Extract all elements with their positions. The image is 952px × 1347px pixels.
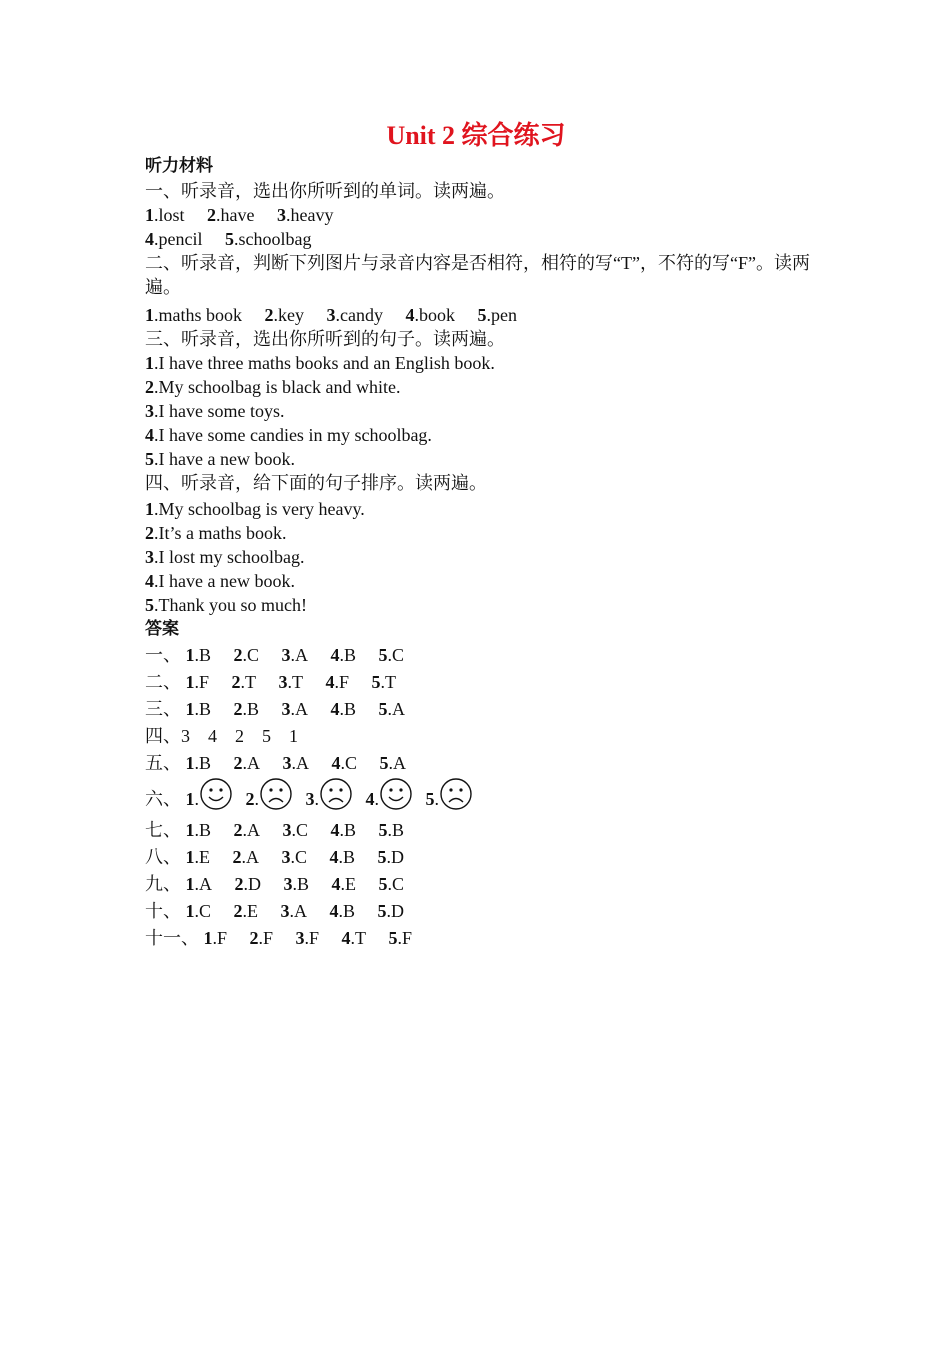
answer-row: 十、 1.C 2.E 3.A 4.B 5.D [145, 901, 405, 921]
frown-icon [439, 777, 473, 819]
section-3-item: 5.I have a new book. [145, 449, 295, 469]
document-page [145, 118, 825, 952]
section-2-instruction: 二、听录音，判断下列图片与录音内容是否相符，相符的写“T”，不符的写“F”。读两遍。 [145, 253, 810, 297]
section-4-item: 1.My schoolbag is very heavy. [145, 499, 365, 519]
answer-row-faces: 六、 1. 2. 3. 4. 5. [145, 777, 825, 817]
answers-list [145, 642, 825, 952]
page-title: Unit 2 综合练习 [386, 121, 566, 150]
section-3-item: 3.I have some toys. [145, 401, 285, 421]
answers-heading: 答案 [145, 619, 179, 639]
section-3-instruction: 三、听录音，选出你所听到的句子。读两遍。 [145, 329, 505, 349]
answer-row: 一、 1.B 2.C 3.A 4.B 5.C [145, 645, 405, 665]
section-1-items-row-1: 1.lost 2.have 3.heavy [145, 205, 334, 225]
listening-heading: 听力材料 [145, 156, 213, 176]
smile-icon [199, 777, 233, 819]
answer-row: 四、3 4 2 5 1 [145, 726, 298, 746]
answer-row: 八、 1.E 2.A 3.C 4.B 5.D [145, 847, 405, 867]
section-4-item: 5.Thank you so much! [145, 595, 307, 615]
answer-row: 二、 1.F 2.T 3.T 4.F 5.T [145, 672, 397, 692]
section-4-instruction: 四、听录音，给下面的句子排序。读两遍。 [145, 473, 487, 493]
section-2-items: 1.maths book 2.key 3.candy 4.book 5.pen [145, 305, 517, 325]
section-1-items-row-2: 4.pencil 5.schoolbag [145, 229, 312, 249]
section-3-item: 4.I have some candies in my schoolbag. [145, 425, 432, 445]
answer-row: 三、 1.B 2.B 3.A 4.B 5.A [145, 699, 406, 719]
section-4-item: 4.I have a new book. [145, 571, 295, 591]
answer-row: 五、 1.B 2.A 3.A 4.C 5.A [145, 753, 407, 773]
section-1-instruction: 一、听录音，选出你所听到的单词。读两遍。 [145, 181, 505, 201]
frown-icon [319, 777, 353, 819]
frown-icon [259, 777, 293, 819]
answer-row: 九、 1.A 2.D 3.B 4.E 5.C [145, 874, 405, 894]
section-4-item: 3.I lost my schoolbag. [145, 547, 305, 567]
section-3-item: 1.I have three maths books and an English book. [145, 353, 495, 373]
section-3-item: 2.My schoolbag is black and white. [145, 377, 401, 397]
answer-row: 十一、 1.F 2.F 3.F 4.T 5.F [145, 928, 413, 948]
section-4-item: 2.It’s a maths book. [145, 523, 287, 543]
smile-icon [379, 777, 413, 819]
answer-row: 七、 1.B 2.A 3.C 4.B 5.B [145, 820, 405, 840]
